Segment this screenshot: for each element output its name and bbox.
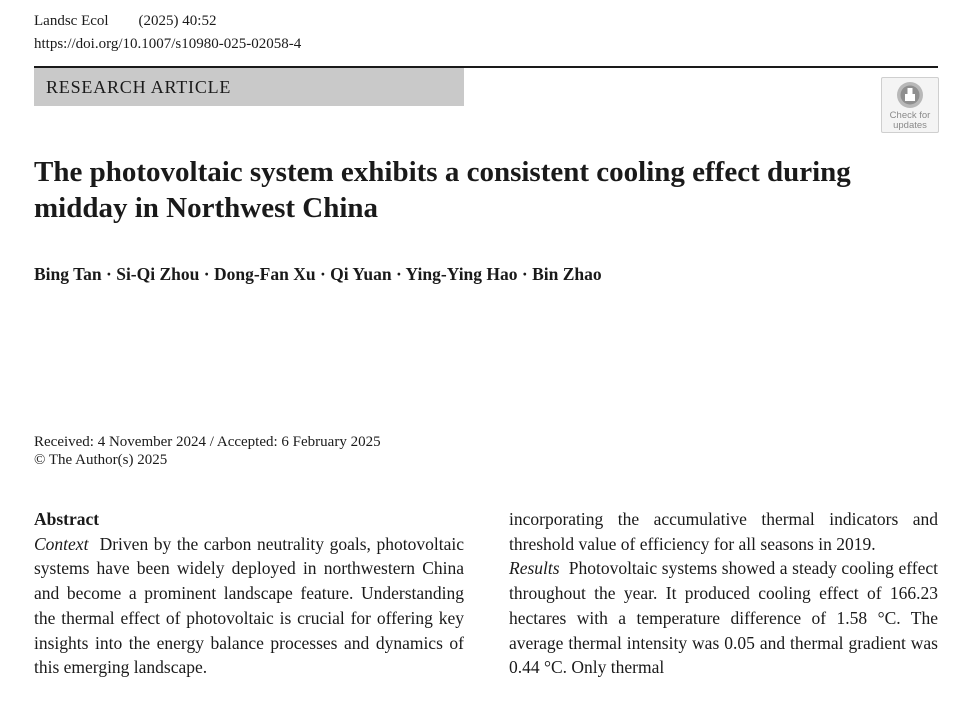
check-for-updates-label: Check for updates [889, 110, 931, 131]
article-type-banner [34, 68, 464, 106]
abstract-results-paragraph [509, 556, 938, 680]
received-accepted-dates: Received: 4 November 2024 / Accepted: 6 February 2025 [34, 434, 381, 450]
copyright-notice: © The Author(s) 2025 [34, 452, 168, 468]
abstract-methods-continuation: incorporating the accumulative thermal indicators and threshold value of efficiency for all seasons in 2019. [509, 509, 938, 554]
article-type-label: RESEARCH ARTICLE [46, 77, 232, 97]
context-text: Driven by the carbon neutrality goals, photovoltaic systems have been widely deployed in northwestern China and become a prominent landscape feature. Understanding the thermal effect of photovoltaic is crucial for offering key insights into the energy balance processes and dynamics of this emerging landscape. [34, 533, 464, 678]
abstract-right-column [509, 507, 938, 680]
check-for-updates-button[interactable] [881, 77, 939, 133]
results-label: Results [509, 558, 560, 579]
results-text: Photovoltaic systems showed a steady cooling effect throughout the year. It produced cooling effect of 166.23 hectares with a temperature difference of 1.58 °C. The average thermal intensity was 0.05 and thermal gradient was 0.44 °C. Only thermal [509, 558, 938, 678]
abstract-heading: Abstract [34, 509, 100, 529]
abstract-left-column [34, 507, 464, 680]
author-list: Bing Tan · Si-Qi Zhou · Dong-Fan Xu · Qi Yuan · Ying-Ying Hao · Bin Zhao [34, 264, 602, 284]
article-title: The photovoltaic system exhibits a consistent cooling effect during midday in Northwest China [34, 156, 851, 224]
doi-link[interactable]: https://doi.org/10.1007/s10980-025-02058-4 [34, 36, 302, 52]
check-for-updates-icon [896, 81, 924, 109]
abstract-context-paragraph [34, 532, 464, 680]
journal-citation: Landsc Ecol (2025) 40:52 [34, 13, 217, 29]
context-label: Context [34, 533, 89, 554]
